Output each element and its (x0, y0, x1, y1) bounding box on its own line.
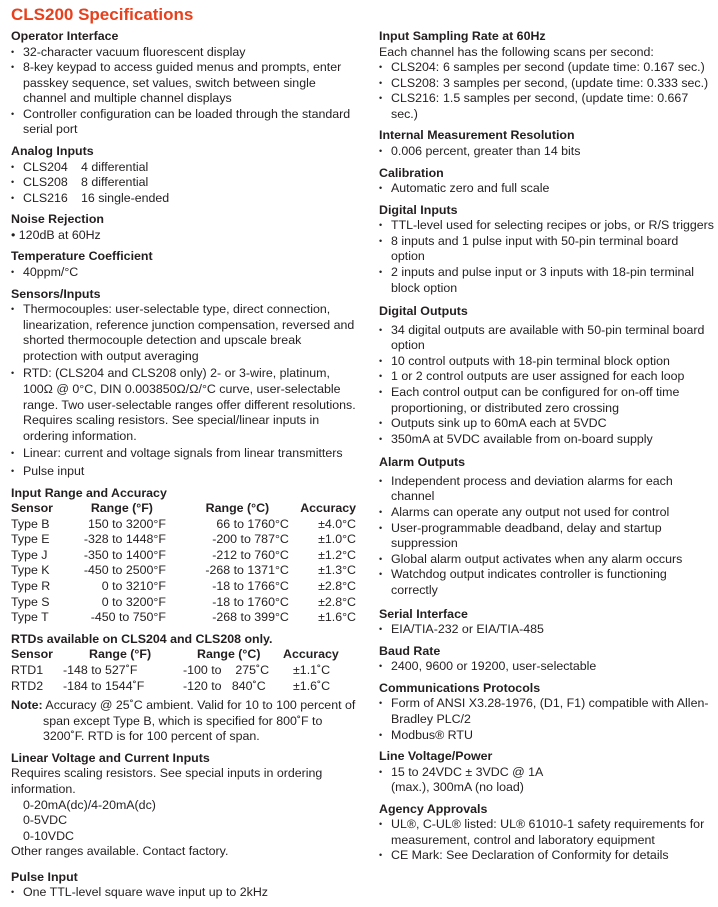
table-cell: ±1.2°C (318, 547, 356, 562)
table-cell: -328 to 1448°F (83, 532, 166, 547)
model-code: CLS204 (23, 159, 68, 174)
list-item: • Watchdog output indicates controller is functioning correctly (379, 567, 714, 598)
list-item: • 2 inputs and pulse input or 3 inputs with 18-pin terminal block option (379, 265, 714, 296)
table-cell: ±2.8°C (318, 594, 356, 609)
table-row (11, 595, 356, 611)
model-value: 8 differential (81, 175, 149, 190)
section-sensors-inputs (11, 287, 356, 480)
range-item: 0-20mA(dc)/4-20mA(dc) (23, 797, 156, 812)
column-header: Range (°C) (197, 647, 261, 662)
model-code: CLS208 (23, 175, 68, 190)
column-header: Range (°C) (205, 501, 270, 516)
note-text: Accuracy @ 25˚C ambient. Valid for 10 to 100 percent of span except Type B, which is specified for 800˚F to 3200˚F. RTD is for 100 percent of span. (42, 698, 356, 744)
table-cell: -350 to 1400°F (83, 547, 166, 562)
table-row (11, 579, 356, 595)
table-cell: -450 to 750°F (90, 610, 166, 625)
section-heading: Sensors/Inputs (11, 286, 101, 301)
table-cell: RTD1 (11, 662, 44, 677)
table-row (11, 548, 356, 564)
list-item (11, 175, 356, 191)
section-heading: Calibration (379, 165, 444, 180)
list-item: • Controller configuration can be loaded through the standard serial port (11, 107, 356, 138)
section-text: Each channel has the following scans per second: (379, 44, 654, 59)
list-item (379, 76, 714, 92)
section-text: • 120dB at 60Hz (11, 227, 101, 242)
table-row (11, 532, 356, 548)
right-column (379, 29, 714, 870)
section-linear-inputs (11, 751, 356, 860)
note-label: Note: (11, 698, 43, 713)
table-cell: ±2.8°C (318, 579, 356, 594)
section-pulse-input (11, 870, 356, 901)
table-cell: -212 to 760°C (212, 547, 289, 562)
model-value: 1.5 samples per second, (update time: 0.667 sec.) (391, 91, 689, 121)
section-digital-inputs (379, 203, 714, 296)
list-item: • EIA/TIA-232 or EIA/TIA-485 (379, 622, 714, 638)
table-cell: ±1.1˚C (293, 662, 331, 677)
range-item: 0-5VDC (23, 813, 68, 828)
list-item: • Modbus® RTU (379, 728, 714, 744)
list-item: • User-programmable deadband, delay and startup suppression (379, 521, 714, 552)
table-cell: 0 to 3210°F (101, 579, 166, 594)
table-cell: -200 to 787°C (212, 532, 289, 547)
table-cell: Type K (11, 563, 50, 578)
column-header: Sensor (11, 501, 54, 516)
table-cell: Type R (11, 579, 51, 594)
table-cell: -268 to 399°C (212, 610, 289, 625)
table-cell: -184 to 1544˚F (63, 678, 145, 693)
table-row (11, 610, 356, 626)
section-heading: Digital Inputs (379, 202, 458, 217)
table-cell: 66 to 1760°C (216, 516, 289, 531)
list-item: • 32-character vacuum fluorescent display (11, 45, 356, 61)
list-item: • RTD: (CLS204 and CLS208 only) 2- or 3-wire, platinum, 100Ω @ 0°C, DIN 0.003850Ω/Ω/°C curve, user-selectable range. Two user-selectable ranges offer different resolutions. Requires scaling resistors. See special/linear inputs in ordering information. (11, 366, 356, 444)
section-heading: Operator Interface (11, 29, 119, 43)
list-item: • 8 inputs and 1 pulse input with 50-pin terminal board option (379, 234, 714, 265)
list-item: • Alarms can operate any output not used for control (379, 505, 714, 521)
section-heading: Input Sampling Rate at 60Hz (379, 29, 546, 43)
section-noise-rejection (11, 212, 356, 243)
section-heading: Linear Voltage and Current Inputs (11, 750, 210, 765)
section-heading: Input Range and Accuracy (11, 485, 167, 500)
section-heading: Internal Measurement Resolution (379, 128, 575, 143)
table-cell: -18 to 1760°C (212, 594, 289, 609)
table-row (11, 517, 356, 533)
table-cell: 0 to 3200°F (101, 594, 166, 609)
table-cell: ±1.6˚C (293, 678, 331, 693)
section-input-range-accuracy (11, 486, 356, 626)
list-item: • 40ppm/°C (11, 265, 356, 281)
section-heading: Serial Interface (379, 606, 468, 621)
model-code: CLS216: (391, 91, 440, 106)
list-item: • Outputs sink up to 60mA each at 5VDC (379, 416, 714, 432)
list-item: • 8-key keypad to access guided menus and prompts, enter passkey sequence, set values, switch between single channel and multiple channel displays (11, 60, 356, 107)
table-row (11, 663, 353, 679)
column-header: Sensor (11, 647, 54, 662)
table-cell: -268 to 1371°C (205, 563, 289, 578)
list-item: • 1 or 2 control outputs are user assigned for each loop (379, 369, 714, 385)
section-heading: Temperature Coefficient (11, 249, 153, 264)
list-item: • Global alarm output activates when any alarm occurs (379, 552, 714, 568)
table-cell: ±4.0°C (318, 516, 356, 531)
table-cell: Type T (11, 610, 49, 625)
model-value: 16 single-ended (81, 190, 170, 205)
column-header: Accuracy (300, 501, 356, 516)
list-item: • 0.006 percent, greater than 14 bits (379, 144, 714, 160)
model-value: 3 samples per second, (update time: 0.333 sec.) (443, 75, 709, 90)
list-item: • Thermocouples: user-selectable type, direct connection, linearization, reference junction compensation, reversed and shorted thermocouple detection and upscale break protection with output averaging (11, 302, 356, 364)
model-code: CLS208: (391, 75, 440, 90)
section-resolution (379, 128, 714, 159)
column-header: Accuracy (283, 647, 339, 662)
table-cell: 150 to 3200°F (87, 516, 166, 531)
list-item: • 350mA at 5VDC available from on-board supply (379, 432, 714, 448)
list-item: • Linear: current and voltage signals from linear transmitters (11, 446, 356, 462)
section-baud-rate (379, 644, 714, 675)
section-operator-interface (11, 29, 356, 138)
column-header: Range (°F) (89, 647, 152, 662)
list-item: • Form of ANSI X3.28-1976, (D1, F1) compatible with Allen-Bradley PLC/2 (379, 696, 714, 727)
input-range-table (11, 501, 356, 626)
model-code: CLS204: (391, 60, 440, 75)
table-row (11, 679, 353, 695)
list-item: • TTL-level used for selecting recipes or jobs, or R/S triggers (379, 218, 714, 234)
section-heading: Pulse Input (11, 869, 78, 884)
table-row (11, 563, 356, 579)
section-text: Requires scaling resistors. See special inputs in ordering information. (11, 766, 323, 796)
section-heading: Analog Inputs (11, 144, 94, 159)
section-alarm-outputs (379, 455, 714, 598)
list-item (11, 191, 356, 207)
section-line-voltage (379, 749, 714, 796)
section-footer: Other ranges available. Contact factory. (11, 844, 229, 859)
model-value: 4 differential (81, 159, 149, 174)
table-cell: -450 to 2500°F (83, 563, 166, 578)
section-heading: Digital Outputs (379, 304, 468, 319)
table-cell: Type B (11, 516, 50, 531)
section-heading: Baud Rate (379, 643, 441, 658)
list-item: • Independent process and deviation alarms for each channel (379, 474, 714, 505)
page-title: CLS200 Specifications (11, 5, 194, 24)
rtd-table (11, 647, 353, 694)
list-item: • One TTL-level square wave input up to 2kHz (11, 885, 356, 901)
section-digital-outputs (379, 304, 714, 447)
list-item: • Pulse input (11, 464, 356, 480)
section-heading: Line Voltage/Power (379, 749, 493, 764)
section-sampling-rate (379, 29, 714, 122)
list-item: • 15 to 24VDC ± 3VDC @ 1A (max.), 300mA (no load) (379, 765, 581, 796)
section-heading: Agency Approvals (379, 801, 488, 816)
table-header-row (11, 647, 353, 663)
list-item (11, 160, 356, 176)
section-heading: Communications Protocols (379, 680, 541, 695)
list-item: • Automatic zero and full scale (379, 181, 714, 197)
table-cell: Type E (11, 532, 50, 547)
section-serial-interface (379, 607, 714, 638)
table-cell: -148 to 527˚F (63, 662, 138, 677)
section-heading: Alarm Outputs (379, 455, 466, 470)
section-rtds (11, 632, 356, 745)
list-item: • UL®, C-UL® listed: UL® 61010-1 safety requirements for measurement, control and laboratory equipment (379, 817, 714, 848)
model-value: 6 samples per second (update time: 0.167 sec.) (443, 60, 705, 75)
table-cell: Type S (11, 594, 50, 609)
section-temperature-coefficient (11, 249, 356, 280)
list-item (379, 60, 714, 76)
table-cell: RTD2 (11, 678, 44, 693)
model-code: CLS216 (23, 190, 68, 205)
accuracy-note (11, 698, 356, 745)
list-item: • Each control output can be configured for on-off time proportioning, or distributed zero crossing (379, 385, 714, 416)
table-cell: ±1.0°C (318, 532, 356, 547)
table-cell: -120 to 840˚C (183, 678, 266, 693)
section-heading: RTDs available on CLS204 and CLS208 only. (11, 631, 273, 646)
table-cell: -18 to 1766°C (212, 579, 289, 594)
table-cell: Type J (11, 547, 48, 562)
column-header: Range (°F) (90, 501, 153, 516)
table-cell: ±1.6°C (318, 610, 356, 625)
range-item: 0-10VDC (23, 828, 74, 843)
section-agency-approvals (379, 802, 714, 864)
section-heading: Noise Rejection (11, 212, 104, 227)
section-calibration (379, 166, 714, 197)
list-item: • 34 digital outputs are available with 50-pin terminal board option (379, 323, 714, 354)
list-item: • 2400, 9600 or 19200, user-selectable (379, 659, 714, 675)
section-analog-inputs (11, 144, 356, 206)
table-header-row (11, 501, 356, 517)
section-communications-protocols (379, 681, 714, 743)
table-cell: -100 to 275˚C (183, 662, 270, 677)
list-item: • CE Mark: See Declaration of Conformity for details (379, 848, 714, 864)
left-column (11, 29, 356, 907)
list-item (379, 91, 714, 122)
list-item: • 10 control outputs with 18-pin terminal block option (379, 354, 714, 370)
table-cell: ±1.3°C (318, 563, 356, 578)
